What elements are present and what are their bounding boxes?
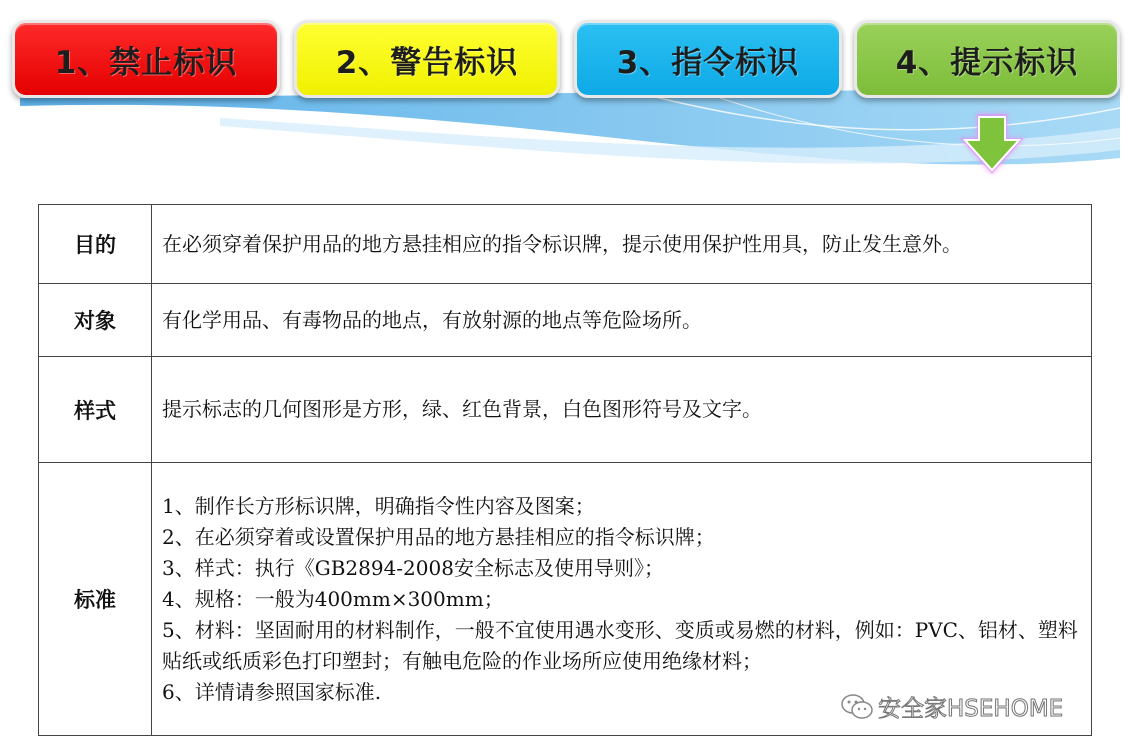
row-key: 对象 <box>39 284 152 357</box>
table-row <box>39 205 1092 284</box>
standard-item: 6、详情请参照国家标准. <box>162 679 382 704</box>
row-value: 有化学用品、有毒物品的地点，有放射源的地点等危险场所。 <box>152 284 1092 357</box>
tab-label: 2、警告标识 <box>335 44 519 81</box>
tab-prohibition[interactable] <box>12 20 280 98</box>
standard-item: 4、规格：一般为400mm×300mm； <box>162 586 504 611</box>
tab-warning[interactable] <box>294 20 560 98</box>
row-key: 样式 <box>39 357 152 463</box>
standard-item: 2、在必须穿着或设置保护用品的地方悬挂相应的指令标识牌； <box>162 524 715 549</box>
info-table <box>38 204 1092 736</box>
watermark <box>840 690 1063 723</box>
tab-mandatory[interactable] <box>574 20 842 98</box>
wechat-icon <box>840 692 874 722</box>
row-value: 在必须穿着保护用品的地方悬挂相应的指令标识牌，提示使用保护性用具，防止发生意外。 <box>152 205 1092 284</box>
table-row <box>39 284 1092 357</box>
row-key: 标准 <box>39 463 152 736</box>
tab-label: 3、指令标识 <box>616 44 800 81</box>
tab-label: 4、提示标识 <box>895 44 1079 81</box>
tab-label: 1、禁止标识 <box>54 44 238 81</box>
standard-item: 1、制作长方形标识牌，明确指令性内容及图案； <box>162 493 595 518</box>
table-row <box>39 357 1092 463</box>
standard-item: 3、样式：执行《GB2894-2008安全标志及使用导则》； <box>162 555 664 580</box>
row-key: 目的 <box>39 205 152 284</box>
standard-item: 5、材料：坚固耐用的材料制作，一般不宜使用遇水变形、变质或易燃的材料，例如：PVC、铝材、塑料贴纸或纸质彩色打印塑封；有触电危险的作业场所应使用绝缘材料； <box>162 617 1078 673</box>
row-value: 提示标志的几何图形是方形，绿、红色背景，白色图形符号及文字。 <box>152 357 1092 463</box>
tab-information[interactable] <box>854 20 1120 98</box>
category-tabs <box>12 20 1122 100</box>
down-arrow-icon <box>952 110 1032 180</box>
watermark-text: 安全家HSEHOME <box>878 696 1064 722</box>
